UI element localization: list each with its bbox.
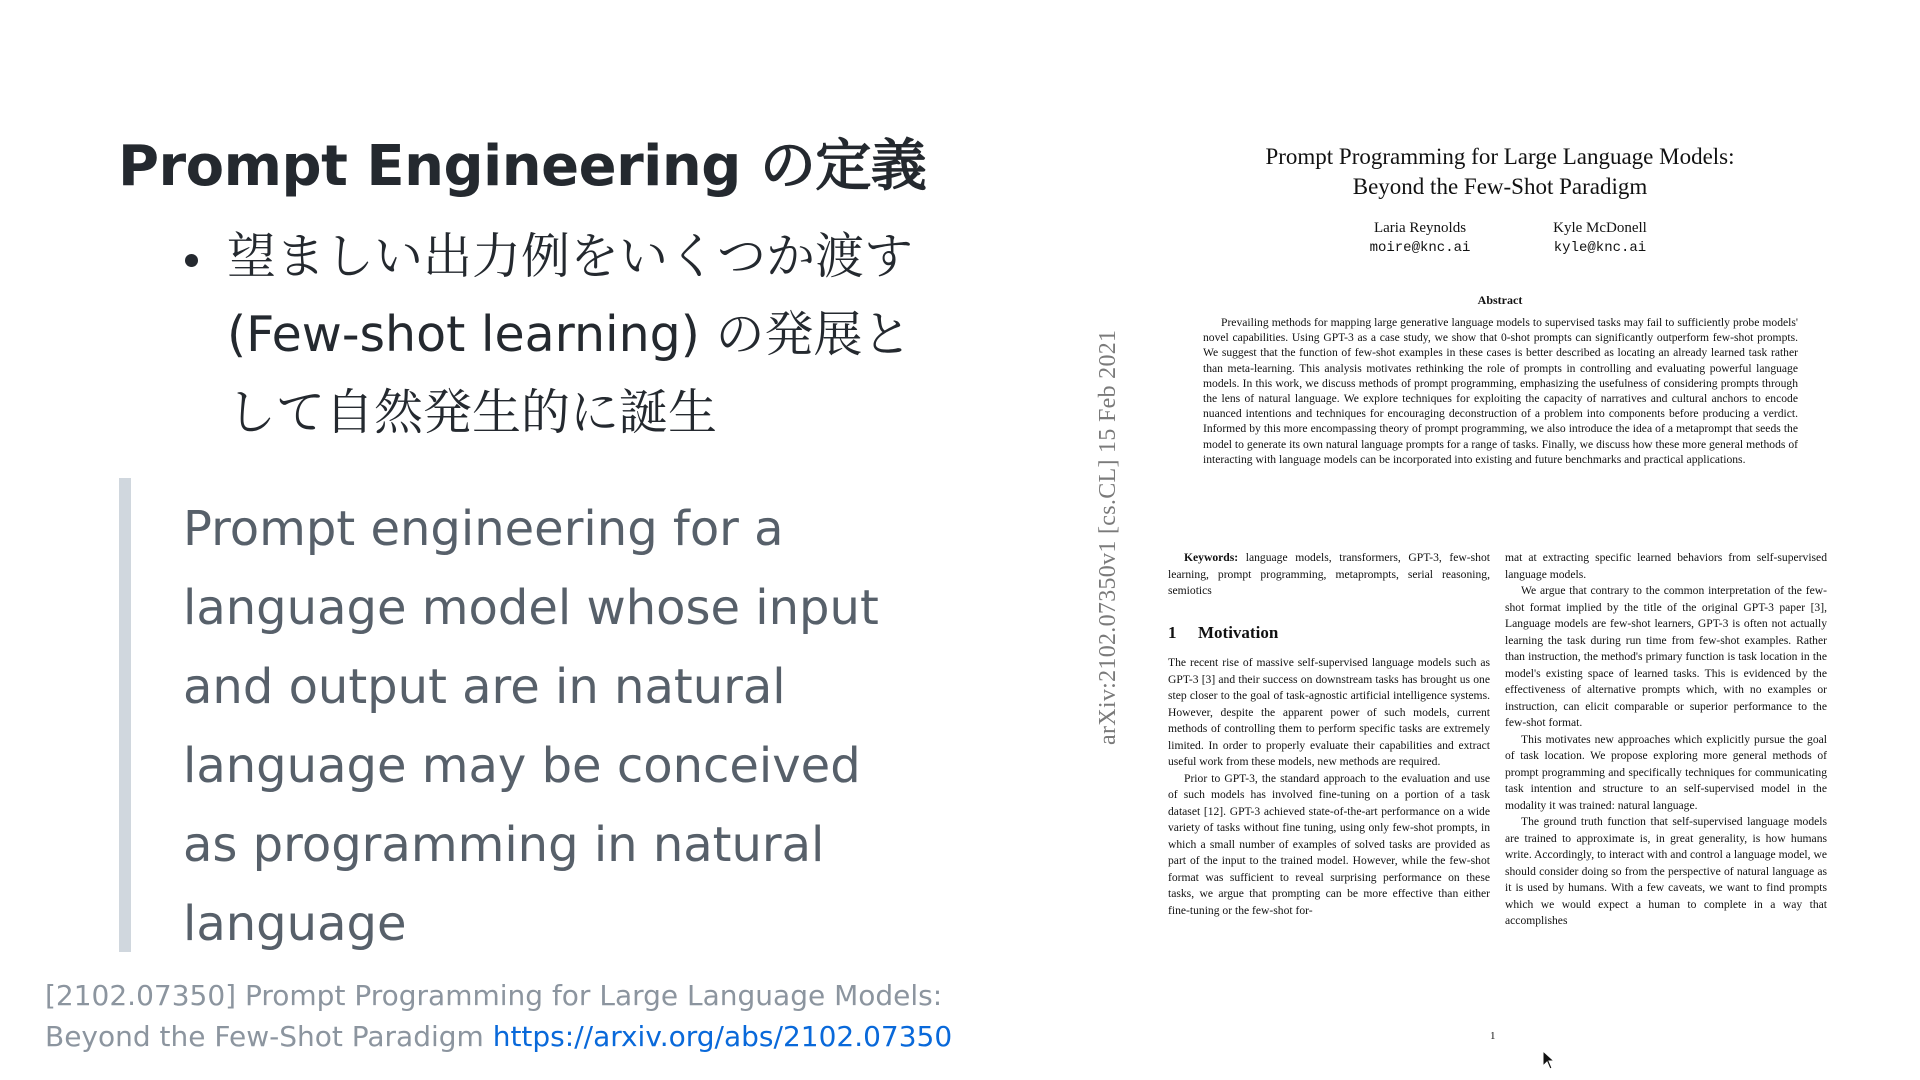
citation bbox=[45, 975, 1045, 1057]
bullet-list bbox=[185, 218, 935, 452]
section-heading bbox=[1168, 622, 1490, 642]
arxiv-stamp: arXiv:2102.07350v1 [cs.CL] 15 Feb 2021 bbox=[1095, 329, 1121, 745]
author-email: moire@knc.ai bbox=[1369, 240, 1471, 256]
body-paragraph: Prior to GPT-3, the standard approach to the evaluation and use of such models has involved fine-tuning on a portion of a task dataset [12]. GPT-3 achieved state-of-the-art performance on a wide variety of tasks without fine tuning, using only few-shot prompts, in which a small number of examples of solved tasks are provided as part of the input to the trained model. However, while the few-shot format was sufficient to reveal surprising performance on these tasks, we argue that prompting can be more effective than either fine-tuning or the few-shot for- bbox=[1168, 771, 1490, 917]
author-block bbox=[1320, 218, 1520, 258]
mouse-pointer-icon bbox=[1542, 1050, 1556, 1070]
section-number: 1 bbox=[1168, 622, 1177, 642]
body-paragraph: mat at extracting specific learned behaviors from self-supervised language models. bbox=[1505, 551, 1827, 581]
bullet-dot-icon bbox=[185, 254, 198, 267]
author-email: kyle@knc.ai bbox=[1553, 240, 1647, 256]
keywords bbox=[1168, 550, 1490, 600]
abstract-text: Prevailing methods for mapping large generative language models to supervised tasks may fail to sufficiently probe models' novel capabilities. Using GPT-3 as a case study, we show that 0-shot prompts can significantly outperform few-shot prompts. We suggest that the function of few-shot examples in these cases is better described as locating an already learned task rather than meta-learning. This analysis motivates rethinking the role of prompts in controlling and evaluating powerful language models. In this work, we discuss methods of prompt programming, emphasizing the usefulness of considering prompts through the lens of natural language. We explore techniques for exploiting the capacity of narratives and cultural anchors to encode nuanced intentions and techniques for encouraging deconstruction of a problem into components before producing a verdict. Informed by this more encompassing theory of prompt programming, we also introduce the idea of a metaprompt that seeds the model to generate its own natural language prompts for a range of tasks. Finally, we discuss how these more general methods of interacting with language models can be incorporated into existing and future benchmarks and practical applications. bbox=[1203, 316, 1798, 466]
author-block bbox=[1500, 218, 1700, 258]
author-name: Laria Reynolds bbox=[1373, 220, 1467, 236]
paper-left-column bbox=[1168, 550, 1490, 919]
citation-text: [2102.07350] Prompt Programming for Large Language Models: Beyond the Few-Shot Paradigm bbox=[45, 979, 943, 1053]
abstract-heading: Abstract bbox=[1477, 293, 1523, 307]
body-paragraph: This motivates new approaches which explicitly pursue the goal of task location. We propose exploring more general methods of prompt programming and specifically techniques for communicating task intention and structure to an self-supervised model in the modality it was trained: natural language. bbox=[1505, 732, 1827, 812]
bullet-item bbox=[185, 218, 935, 452]
page-number: 1 bbox=[1490, 1030, 1496, 1042]
paper-title bbox=[1120, 142, 1880, 202]
body-paragraph: The recent rise of massive self-supervised language models such as GPT-3 [3] and their success on downstream tasks has brought us one step closer to the goal of task-agnostic artificial intelligence systems. However, despite the apparent power of such models, current methods of controlling them to perform specific tasks are extremely limited. In order to properly evaluate their capabilities and extract useful work from these models, new methods are required. bbox=[1168, 656, 1490, 768]
author-name: Kyle McDonell bbox=[1553, 220, 1647, 236]
paper-title-text: Prompt Programming for Large Language Models: Beyond the Few-Shot Paradigm bbox=[1265, 144, 1735, 199]
paper-page bbox=[1120, 130, 1855, 1060]
quote-text: Prompt engineering for a language model whose input and output are in natural language may be conceived as programming in natural language bbox=[183, 501, 879, 952]
slide-title: Prompt Engineering の定義 bbox=[118, 134, 927, 199]
body-paragraph: The ground truth function that self-supervised language models are trained to approximate is, in great generality, is how humans write. Accordingly, to interact with and control a language model, we should consider doing so from the perspective of natural language as it is used by humans. With a few caveats, we want to find prompts which we would expect a human to complete in a way that accomplishes bbox=[1505, 815, 1827, 927]
arxiv-link[interactable]: https://arxiv.org/abs/2102.07350 bbox=[492, 1020, 953, 1053]
keywords-label: Keywords: bbox=[1184, 551, 1239, 564]
body-paragraph: We argue that contrary to the common interpretation of the few-shot format implied by the title of the original GPT-3 paper [3], Language models are few-shot learners, GPT-3 is often not actually learning the task during run time from few-shot examples. Rather than instruction, the method's primary function is task location in the model's existing space of learned tasks. This is evidenced by the effectiveness of alternative prompts which, with no examples or instruction, can elicit comparable or superior performance to the few-shot format. bbox=[1505, 584, 1827, 729]
bullet-text: 望ましい出力例をいくつか渡す (Few-shot learning) の発展として自然発生的に誕生 bbox=[227, 228, 914, 441]
keywords-text: language models, transformers, GPT-3, few-shot learning, prompt programming, metaprompts, serial reasoning, semiotics bbox=[1168, 551, 1490, 597]
blockquote bbox=[119, 478, 899, 952]
paper-right-column bbox=[1505, 550, 1827, 930]
section-title: Motivation bbox=[1198, 622, 1279, 642]
